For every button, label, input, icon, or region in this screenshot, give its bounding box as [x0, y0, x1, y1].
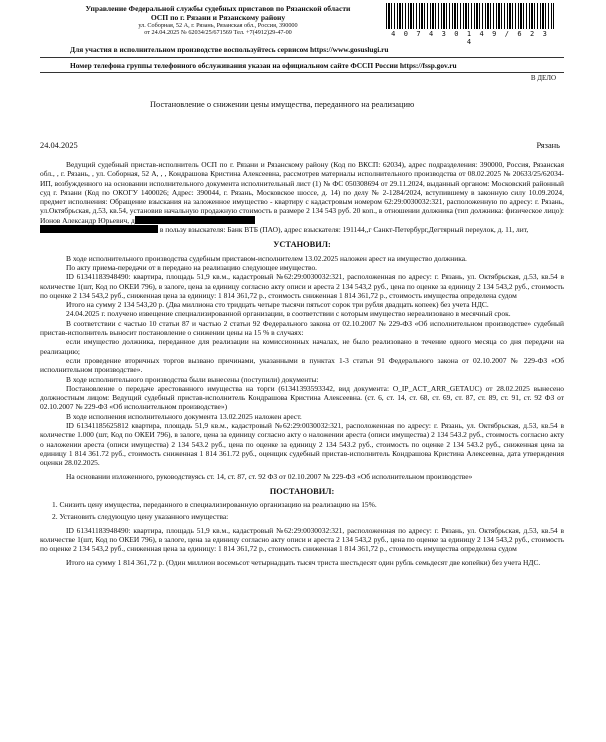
paragraph: На основании изложенного, руководствуясь ст. 14, ст. 87, ст. 92 ФЗ от 02.10.2007 № 229-ФЗ «Об исполнительном производстве» — [66, 471, 473, 481]
paragraph: ID 61341185625812 квартира, площадь 51,9 кв.м., кадастровый №62:29:0030032:321, расположенная по адресу: г. Рязань, ул. Октябрьская, д.53, кв.54 в количестве 1.000 (шт, Код по ОКЕИ 796), в залоге, цена за единицу согласно акту о наложении ареста (описи имущества) 2 134 543.2 руб., стоимость согласно акту о наложении ареста (описи имущества) 2 134 543.2 руб., цена по оценке за единицу 2 134 543.2 руб., стоимость по оценке 2 134 543.2 руб., сниженная цена за единицу 1 814 361.72 руб., стоимость сниженная 1 814 361.72 руб., оценщик судебный пристав-исполнитель Кондрашова Кристина Алексеевна, дата утверждения оценки 28.02.2025. — [40, 421, 564, 468]
paragraph: 24.04.2025 г. получено извещение специализированной организации, в соответствии с которым имущество нереализовано в месячный срок. — [66, 309, 511, 319]
gosuslugi-notice: Для участия в исполнительном производстве воспользуйтесь сервисом https://www.gosuslugi.ru — [70, 45, 389, 54]
paragraph: Постановление о передаче арестованного имущества на торги (61341393593342, вид документа: O_IP_ACT_ARR_GETAUC) от 28.02.2025 вынесено должностным лицом: Ведущий судебный пристав-исполнитель Кондрашова Кристина Алексеевна. (ст. 6, ст. 14, ст. 68, ст. 69, ст. 87, ст. 89, ст. 91, ст. 92 ФЗ от 02.10.2007 № 229-ФЗ «Об исполнительном производстве») — [40, 383, 564, 412]
paragraph: если имущество должника, переданное для реализации на комиссионных началах, не было реализовано в течение одного месяца со дня передачи на реализацию; — [40, 337, 564, 356]
resolution-item: 2. Установить следующую цену указанного имущества: — [52, 512, 229, 522]
barcode-number: 4 0 7 4 3 0 1 4 9 / 6 2 3 4 — [391, 30, 549, 46]
org-address: ул. Соборная, 52 А, г. Рязань, Рязанская обл., Россия, 390000 — [138, 22, 298, 29]
paragraph: В ходе исполнительного производства были вынесены (поступили) документы: — [66, 374, 319, 384]
paragraph: В ходе исполнительного производства судебным приставом-исполнителем 13.02.2025 наложен арест на имущество должника. — [66, 253, 467, 263]
document-title: Постановление о снижении цены имущества, переданного на реализацию — [150, 100, 415, 109]
paragraph: В соответствии с частью 10 статьи 87 и частью 2 статьи 92 Федерального закона от 02.10.2007 № 229-ФЗ «Об исполнительном производстве» судебный пристав-исполнитель выносит постановление о снижении цены на 15 % в случаях: — [40, 318, 564, 338]
header-divider — [40, 57, 564, 58]
header-divider — [40, 72, 564, 73]
paragraph: Итого на сумму 2 134 543,20 р. (Два миллиона сто тридцать четыре тысячи пятьсот сорок три рубля двадцать копеек) без учета НДС. — [66, 300, 489, 310]
document-city: Рязань — [536, 141, 560, 150]
intro-continuation — [40, 225, 564, 234]
org-reg-phone: от 24.04.2025 № 62034/25/671569 Тел. +7(4912)29-47-00 — [144, 29, 292, 36]
intro-text: Ведущий судебный пристав-исполнитель ОСП по г. Рязани и Рязанскому району (Код по ВКСП: 62034), адрес подразделения: 390000, Россия, Рязанская обл., , г. Рязань, , ул. Соборная, 52 А, , , Кондрашова Кристина Алексеевна, рассмотрев материалы исполнительного производства от 08.02.2025 № 20633/25/62034-ИП, возбужденного на основании исполнительного документа исполнительный лист (1) № ФС 050308694 от 29.11.2024, выданный органом: Московский районный суд г. Рязани (Код по ОКОГУ 1400026; Адрес: 390044, г. Рязань, Московское шоссе, д. 14) по делу № 2-1284/2024, вступившему в законную силу 10.09.2024, предмет исполнения: Обращение взыскания на заложенное имущество - квартиру с кадастровым номером 62:29:0030032:321, расположенную по адресу: г. Рязань, ул.Октябрьская, д.53, кв.54, установив начальную продажную стоимость в размере 2 134 543 руб. 20 коп., в отношении должника (тип должника: физическое лицо): Ионов Александр Юрьевич, д — [40, 160, 564, 225]
redaction-bar — [135, 216, 255, 224]
issuer-header — [58, 4, 378, 36]
support-phone-notice: Номер телефона группы телефонного обслуживания указан на официальном сайте ФССП России https://fssp.gov.ru — [70, 61, 457, 70]
redaction-bar — [40, 225, 158, 233]
barcode-bars — [386, 3, 554, 29]
paragraph: В ходе исполнения исполнительного документа 13.02.2025 наложен арест. — [66, 411, 302, 421]
recipient: В ДЕЛО — [530, 74, 556, 82]
org-department: ОСП по г. Рязани и Рязанскому району — [150, 13, 286, 22]
org-name: Управление Федеральной службы судебных приставов по Рязанской области — [85, 4, 351, 13]
paragraph: ID 61341183948490: квартира, площадь 51,9 кв.м., кадастровый №62:29:0030032:321, расположенная по адресу: г. Рязань, ул. Октябрьская, д.53, кв.54 в количестве 1(шт, Код по ОКЕИ 796), в залоге, цена за единицу согласно акту описи и ареста 2 134 543,2 руб., цена по оценке за единицу 2 134 543,2 руб., стоимость по оценке 2 134 543,2 руб., сниженная цена за единицу: 1 814 361,72 р., стоимость сниженная 1 814 361,72 р., стоимость имущества определена судом — [40, 525, 564, 554]
document-barcode — [386, 3, 554, 46]
document-date: 24.04.2025 — [40, 141, 78, 150]
paragraph: если проведение вторичных торгов вызвано причинами, указанными в пунктах 1-3 статьи 91 Федерального закона от 02.10.2007 № 229-ФЗ «Об исполнительном производстве». — [40, 355, 564, 375]
section-heading-found: УСТАНОВИЛ: — [273, 240, 331, 250]
section-heading-resolved: ПОСТАНОВИЛ: — [269, 486, 335, 496]
resolution-item: 1. Снизить цену имущества, переданного в специализированную организацию на реализацию на 15%. — [52, 500, 377, 510]
paragraph: ID 61341183948490: квартира, площадь 51,9 кв.м., кадастровый №62:29:0030032:321, расположенная по адресу: г. Рязань, ул. Октябрьская, д.53, кв.54 в количестве 1(шт, Код по ОКЕИ 796), в залоге, цена за единицу согласно акту описи и ареста 2 134 543,2 руб., цена по оценке за единицу 2 134 543,2 руб., стоимость по оценке 2 134 543,2 руб., сниженная цена за единицу: 1 814 361,72 р., стоимость сниженная 1 814 361,72 р., стоимость имущества определена судом — [40, 272, 564, 300]
paragraph: По акту приема-передачи от в передано на реализацию следующее имущество. — [66, 262, 318, 272]
creditor-text: в пользу взыскателя: Банк ВТБ (ПАО), адрес взыскателя: 191144,,г Санкт-Петербург,Дегтярный переулок, д. 11, лит, — [159, 225, 529, 235]
intro-paragraph — [40, 160, 564, 225]
document-body — [40, 160, 564, 567]
paragraph: Итого на сумму 1 814 361,72 р. (Один миллион восемьсот четырнадцать тысяч триста шестьдесят один рубль семьдесят две копейки) без учета НДС. — [66, 557, 541, 567]
